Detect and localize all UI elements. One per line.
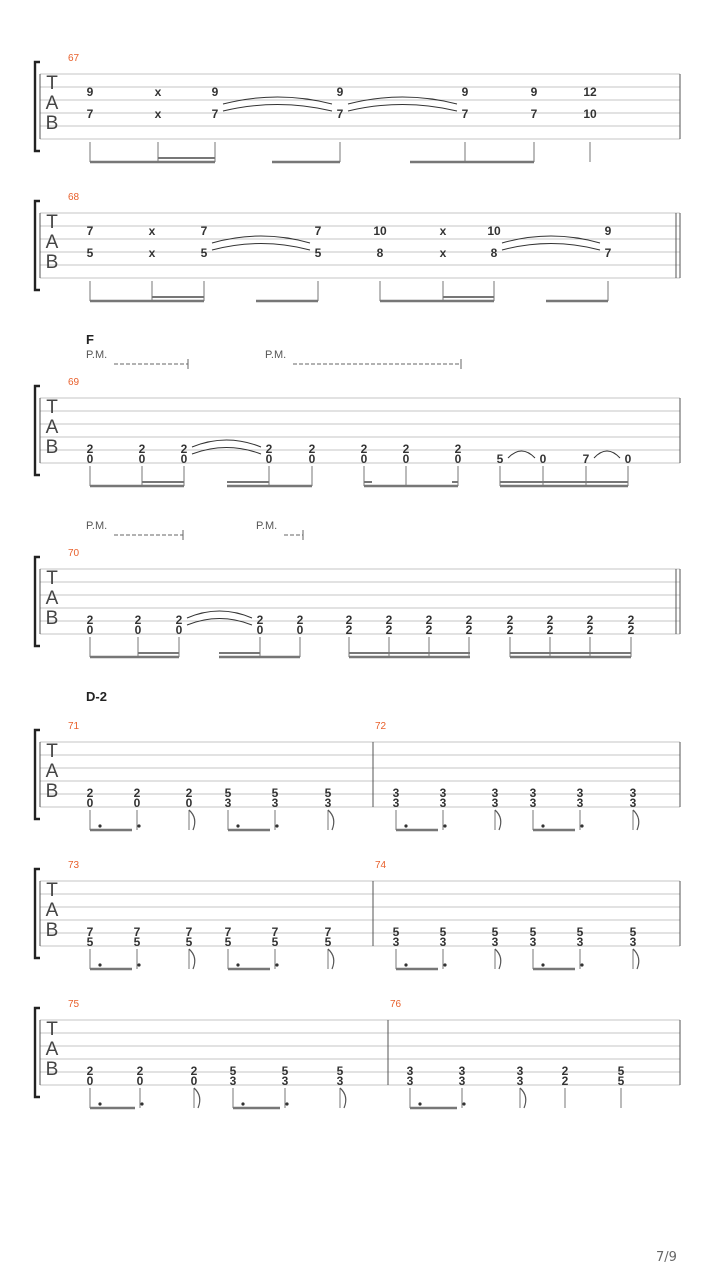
fret-number: 7 (86, 107, 94, 121)
tie (187, 619, 252, 626)
staff-bracket (35, 1008, 40, 1097)
tie (508, 451, 535, 458)
fret-number: 3 (336, 1074, 344, 1088)
tab-clef-letter: A (45, 900, 59, 921)
fret-number: 7 (324, 925, 332, 939)
rhythm-dot (137, 963, 140, 966)
fret-number: 2 (454, 442, 462, 456)
rhythm-dot (285, 1102, 288, 1105)
fret-number: 5 (271, 935, 279, 949)
fret-number: 2 (561, 1074, 569, 1088)
tie (502, 244, 600, 251)
fret-number: 2 (627, 623, 635, 637)
tab-clef-letter: T (46, 568, 58, 589)
rhythm-dot (580, 824, 583, 827)
fret-number: 2 (506, 623, 514, 637)
tab-clef-letter: B (45, 781, 59, 802)
fret-number: 3 (516, 1064, 524, 1078)
fret-number: 2 (385, 623, 393, 637)
tab-clef-letter: B (45, 113, 59, 134)
note-flag (328, 810, 334, 830)
fret-number: 0 (539, 452, 547, 466)
fret-number: 5 (617, 1074, 625, 1088)
fret-number: 12 (583, 85, 597, 99)
fret-number: 8 (490, 246, 498, 260)
fret-number: 3 (406, 1064, 414, 1078)
fret-number: 3 (439, 935, 447, 949)
fret-number: 9 (211, 85, 219, 99)
fret-number: 7 (133, 925, 141, 939)
fret-number: 2 (180, 442, 188, 456)
rhythm-dot (541, 824, 544, 827)
fret-number: 2 (425, 623, 433, 637)
fret-number: 3 (224, 796, 232, 810)
fret-number: x (154, 107, 162, 121)
tie (223, 105, 332, 112)
fret-number: 0 (86, 452, 94, 466)
tab-clef-letter: A (45, 232, 59, 253)
fret-number: 5 (200, 246, 208, 260)
section-marker: D-2 (86, 689, 107, 704)
fret-number: x (439, 246, 447, 260)
note-flag (328, 949, 334, 969)
rhythm-dot (404, 963, 407, 966)
fret-number: 3 (458, 1074, 466, 1088)
fret-number: 3 (458, 1064, 466, 1078)
fret-number: 0 (86, 623, 94, 637)
fret-number: 2 (133, 786, 141, 800)
fret-number: 0 (454, 452, 462, 466)
fret-number: 7 (336, 107, 344, 121)
measure-number: 76 (390, 999, 402, 1010)
fret-number: x (439, 224, 447, 238)
fret-number: 3 (406, 1074, 414, 1088)
fret-number: 5 (439, 925, 447, 939)
fret-number: 10 (487, 224, 501, 238)
staff-bracket (35, 62, 40, 151)
fret-number: 5 (576, 925, 584, 939)
tie (192, 448, 261, 455)
fret-number: 2 (546, 623, 554, 637)
tie (212, 244, 310, 251)
fret-number: 2 (138, 442, 146, 456)
tab-clef-letter: A (45, 93, 59, 114)
tab-clef-letter: A (45, 417, 59, 438)
fret-number: 0 (360, 452, 368, 466)
tab-clef-letter: B (45, 608, 59, 629)
page-number: 7/9 (656, 1250, 677, 1265)
measure-number: 73 (68, 860, 80, 871)
rhythm-dot (98, 1102, 101, 1105)
fret-number: 2 (506, 613, 514, 627)
fret-number: 0 (175, 623, 183, 637)
fret-number: 2 (360, 442, 368, 456)
tie (348, 105, 457, 112)
fret-number: 0 (256, 623, 264, 637)
fret-number: 3 (229, 1074, 237, 1088)
fret-number: 7 (200, 224, 208, 238)
fret-number: 5 (491, 925, 499, 939)
fret-number: 7 (271, 925, 279, 939)
rhythm-dot (462, 1102, 465, 1105)
fret-number: 2 (586, 623, 594, 637)
tab-clef-letter: B (45, 920, 59, 941)
fret-number: x (154, 85, 162, 99)
fret-number: 7 (582, 452, 590, 466)
tie (192, 440, 261, 447)
fret-number: 5 (86, 246, 94, 260)
fret-number: 0 (265, 452, 273, 466)
fret-number: x (148, 246, 156, 260)
fret-number: 2 (546, 613, 554, 627)
fret-number: 7 (86, 925, 94, 939)
fret-number: 2 (425, 613, 433, 627)
tab-clef-letter: T (46, 1019, 58, 1040)
note-flag (495, 810, 501, 830)
fret-number: 2 (586, 613, 594, 627)
fret-number: 0 (138, 452, 146, 466)
fret-number: 2 (136, 1064, 144, 1078)
fret-number: 3 (491, 935, 499, 949)
fret-number: 5 (324, 935, 332, 949)
rhythm-dot (580, 963, 583, 966)
note-flag (633, 810, 639, 830)
note-flag (189, 949, 195, 969)
fret-number: 10 (373, 224, 387, 238)
rhythm-dot (275, 824, 278, 827)
measure-number: 67 (68, 53, 80, 64)
fret-number: 2 (296, 613, 304, 627)
fret-number: 5 (529, 925, 537, 939)
fret-number: x (148, 224, 156, 238)
fret-number: 3 (516, 1074, 524, 1088)
fret-number: 2 (265, 442, 273, 456)
rhythm-dot (275, 963, 278, 966)
fret-number: 3 (529, 935, 537, 949)
tie (187, 611, 252, 618)
note-flag (520, 1088, 526, 1108)
fret-number: 3 (529, 796, 537, 810)
fret-number: 3 (392, 796, 400, 810)
staff-bracket (35, 386, 40, 475)
fret-number: 7 (224, 925, 232, 939)
fret-number: 2 (175, 613, 183, 627)
fret-number: 7 (314, 224, 322, 238)
fret-number: 0 (185, 796, 193, 810)
rhythm-dot (236, 963, 239, 966)
fret-number: 0 (180, 452, 188, 466)
fret-number: 5 (185, 935, 193, 949)
tab-clef-letter: B (45, 437, 59, 458)
fret-number: 3 (324, 796, 332, 810)
fret-number: 3 (271, 796, 279, 810)
rhythm-dot (137, 824, 140, 827)
rhythm-dot (98, 963, 101, 966)
tab-clef-letter: T (46, 741, 58, 762)
fret-number: 0 (624, 452, 632, 466)
fret-number: 9 (461, 85, 469, 99)
note-flag (495, 949, 501, 969)
fret-number: 7 (604, 246, 612, 260)
fret-number: 5 (86, 935, 94, 949)
fret-number: 3 (491, 786, 499, 800)
note-flag (633, 949, 639, 969)
fret-number: 2 (627, 613, 635, 627)
fret-number: 7 (86, 224, 94, 238)
fret-number: 9 (604, 224, 612, 238)
fret-number: 5 (629, 925, 637, 939)
fret-number: 3 (439, 796, 447, 810)
fret-number: 10 (583, 107, 597, 121)
note-flag (194, 1088, 200, 1108)
fret-number: 2 (561, 1064, 569, 1078)
note-flag (340, 1088, 346, 1108)
fret-number: 0 (86, 796, 94, 810)
fret-number: 5 (229, 1064, 237, 1078)
fret-number: 5 (617, 1064, 625, 1078)
rhythm-dot (404, 824, 407, 827)
rhythm-dot (140, 1102, 143, 1105)
fret-number: 2 (134, 613, 142, 627)
fret-number: 5 (281, 1064, 289, 1078)
rhythm-dot (241, 1102, 244, 1105)
rhythm-dot (443, 963, 446, 966)
fret-number: 5 (324, 786, 332, 800)
fret-number: 2 (385, 613, 393, 627)
tab-clef-letter: B (45, 252, 59, 273)
fret-number: 2 (465, 623, 473, 637)
rhythm-dot (443, 824, 446, 827)
measure-number: 71 (68, 721, 80, 732)
measure-number: 72 (375, 721, 387, 732)
fret-number: 0 (402, 452, 410, 466)
fret-number: 2 (308, 442, 316, 456)
fret-number: 8 (376, 246, 384, 260)
fret-number: 2 (465, 613, 473, 627)
fret-number: 3 (629, 796, 637, 810)
staff-bracket (35, 869, 40, 958)
fret-number: 3 (392, 786, 400, 800)
fret-number: 7 (185, 925, 193, 939)
fret-number: 2 (256, 613, 264, 627)
fret-number: 5 (496, 452, 504, 466)
tab-clef-letter: T (46, 73, 58, 94)
fret-number: 5 (336, 1064, 344, 1078)
rhythm-dot (236, 824, 239, 827)
fret-number: 2 (86, 786, 94, 800)
tab-clef-letter: T (46, 212, 58, 233)
fret-number: 2 (86, 613, 94, 627)
measure-number: 74 (375, 860, 387, 871)
fret-number: 9 (86, 85, 94, 99)
staff-bracket (35, 201, 40, 290)
fret-number: 2 (345, 613, 353, 627)
tab-clef-letter: A (45, 1039, 59, 1060)
fret-number: 5 (224, 935, 232, 949)
staff-bracket (35, 557, 40, 646)
measure-number: 75 (68, 999, 80, 1010)
fret-number: 0 (133, 796, 141, 810)
palm-mute-label: P.M. (256, 520, 278, 532)
fret-number: 0 (308, 452, 316, 466)
tie (594, 451, 620, 458)
tab-clef-letter: A (45, 761, 59, 782)
fret-number: 5 (224, 786, 232, 800)
fret-number: 3 (392, 935, 400, 949)
tab-clef-letter: T (46, 880, 58, 901)
fret-number: 9 (530, 85, 538, 99)
fret-number: 5 (314, 246, 322, 260)
fret-number: 0 (134, 623, 142, 637)
fret-number: 3 (576, 796, 584, 810)
fret-number: 3 (576, 786, 584, 800)
palm-mute-label: P.M. (86, 520, 108, 532)
fret-number: 2 (185, 786, 193, 800)
fret-number: 5 (271, 786, 279, 800)
note-flag (189, 810, 195, 830)
fret-number: 2 (190, 1064, 198, 1078)
fret-number: 2 (86, 442, 94, 456)
fret-number: 5 (133, 935, 141, 949)
section-marker: F (86, 332, 94, 347)
palm-mute-label: P.M. (265, 349, 287, 361)
fret-number: 2 (402, 442, 410, 456)
tab-clef-letter: A (45, 588, 59, 609)
fret-number: 3 (576, 935, 584, 949)
fret-number: 3 (281, 1074, 289, 1088)
rhythm-dot (418, 1102, 421, 1105)
fret-number: 3 (629, 935, 637, 949)
fret-number: 0 (190, 1074, 198, 1088)
rhythm-dot (541, 963, 544, 966)
fret-number: 7 (461, 107, 469, 121)
fret-number: 3 (439, 786, 447, 800)
measure-number: 70 (68, 548, 80, 559)
measure-number: 69 (68, 377, 80, 388)
measure-number: 68 (68, 192, 80, 203)
tab-clef-letter: B (45, 1059, 59, 1080)
palm-mute-label: P.M. (86, 349, 108, 361)
fret-number: 3 (491, 796, 499, 810)
fret-number: 0 (136, 1074, 144, 1088)
tab-clef-letter: T (46, 397, 58, 418)
fret-number: 2 (345, 623, 353, 637)
fret-number: 7 (211, 107, 219, 121)
fret-number: 0 (296, 623, 304, 637)
fret-number: 5 (392, 925, 400, 939)
staff-bracket (35, 730, 40, 819)
fret-number: 7 (530, 107, 538, 121)
fret-number: 9 (336, 85, 344, 99)
rhythm-dot (98, 824, 101, 827)
fret-number: 0 (86, 1074, 94, 1088)
fret-number: 3 (629, 786, 637, 800)
fret-number: 3 (529, 786, 537, 800)
fret-number: 2 (86, 1064, 94, 1078)
